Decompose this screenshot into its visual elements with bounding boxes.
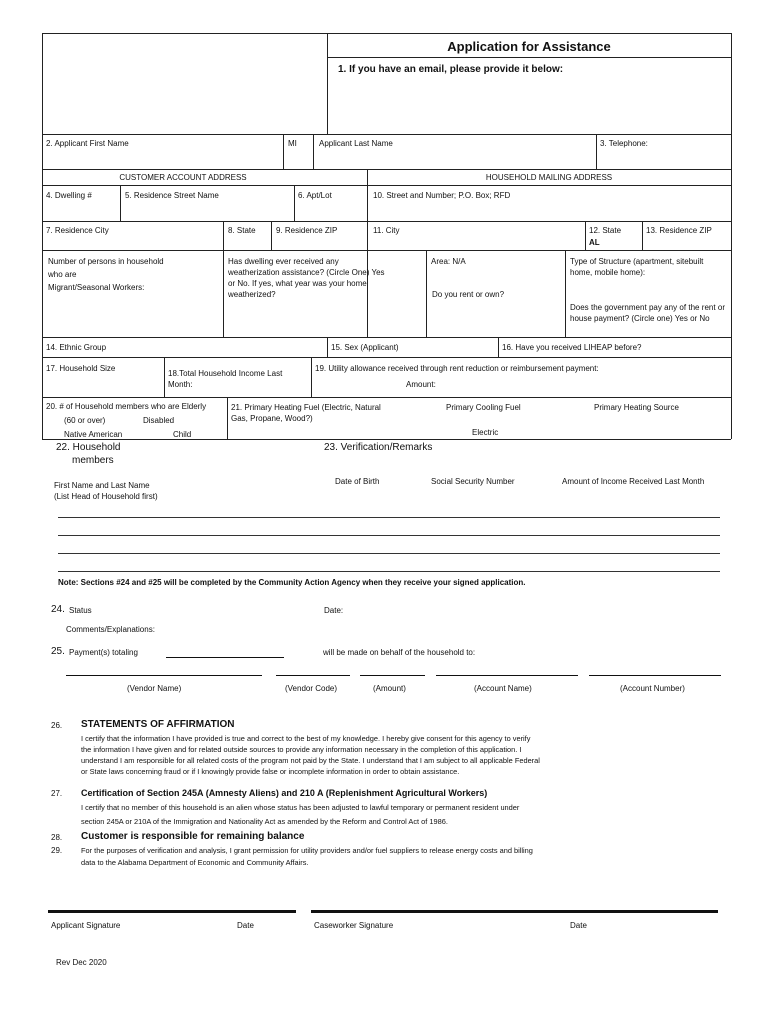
statement-29-line: data to the Alabama Department of Economic and Community Affairs.: [81, 858, 309, 867]
status-number: 24.: [51, 604, 65, 615]
member-entry-line[interactable]: [58, 535, 720, 536]
mailing-state-value: AL: [589, 238, 600, 247]
amount-caption: (Amount): [373, 684, 406, 693]
vendor-name-caption: (Vendor Name): [127, 684, 182, 693]
persons-label-line2: who are: [48, 270, 77, 279]
statement-28-number: 28.: [51, 833, 63, 842]
statement-26-line: the information I have given and for related outside sources to provide any information necessary in the completion of this application. I: [81, 745, 522, 754]
applicant-signature-label: Applicant Signature: [51, 921, 121, 930]
account-name-caption: (Account Name): [474, 684, 532, 693]
payment-number: 25.: [51, 646, 65, 657]
structure-line1: Type of Structure (apartment, sitebuilt: [570, 257, 704, 266]
statement-27-line: I certify that no member of this household is an alien whose status has been adjusted to lawful temporary or permanent resident under: [81, 803, 520, 812]
col-income: Amount of Income Received Last Month: [562, 477, 705, 486]
statement-26-number: 26.: [51, 721, 63, 730]
heating-fuel-line1: 21. Primary Heating Fuel (Electric, Natural: [231, 403, 381, 412]
area-label: Area: N/A: [431, 257, 466, 266]
native-american-label: Native American: [64, 430, 123, 439]
total-income-line2: Month:: [168, 380, 193, 389]
statement-29-number: 29.: [51, 846, 63, 855]
statement-26-line: I certify that the information I have provided is true and correct to the best of my knowledge. I hereby give consent for this agency to verify: [81, 734, 531, 743]
persons-label-line3: Migrant/Seasonal Workers:: [48, 283, 145, 292]
residence-street-label: 5. Residence Street Name: [125, 191, 219, 200]
members-count-line1: 20. # of Household members who are Elderly: [46, 402, 207, 411]
status-label: Status: [69, 606, 92, 615]
child-label: Child: [173, 430, 192, 439]
account-number-line[interactable]: [589, 675, 721, 676]
weatherization-line2: weatherization assistance? (Circle One) Yes: [228, 268, 385, 277]
elderly-label: (60 or over): [64, 416, 106, 425]
persons-label-line1: Number of persons in household: [48, 257, 164, 266]
payment-behalf-label: will be made on behalf of the household to:: [323, 648, 476, 657]
col-name-line2: (List Head of Household first): [54, 492, 158, 501]
weatherization-line4: weatherized?: [228, 290, 276, 299]
caseworker-signature-line[interactable]: [311, 910, 718, 913]
payment-amount-line[interactable]: [166, 657, 284, 658]
statement-27-line: section 245A or 210A of the Immigration and Nationality Act as amended by the Reform and Control Act of 1986.: [81, 817, 448, 826]
mailing-zip-label: 13. Residence ZIP: [646, 226, 712, 235]
heating-fuel-line2: Gas, Propane, Wood?): [231, 414, 313, 423]
applicant-last-name-label: Applicant Last Name: [319, 139, 393, 148]
government-pay-question: Does the government pay any of the rent or house payment? (Circle one) Yes or No: [570, 303, 725, 323]
amount-line[interactable]: [360, 675, 425, 676]
col-ssn: Social Security Number: [431, 477, 515, 486]
col-date-of-birth: Date of Birth: [335, 477, 380, 486]
account-name-line[interactable]: [436, 675, 578, 676]
vendor-name-line[interactable]: [66, 675, 262, 676]
utility-amount-label: Amount:: [406, 380, 436, 389]
applicant-signature-line[interactable]: [48, 910, 296, 913]
telephone-label: 3. Telephone:: [600, 139, 648, 148]
customer-account-address-heading: CUSTOMER ACCOUNT ADDRESS: [119, 173, 247, 182]
state-label: 8. State: [228, 226, 256, 235]
statement-27-number: 27.: [51, 789, 63, 798]
disabled-label: Disabled: [143, 416, 175, 425]
form-title: Application for Assistance: [447, 39, 611, 54]
member-entry-line[interactable]: [58, 571, 720, 572]
account-number-caption: (Account Number): [620, 684, 685, 693]
mailing-street-label: 10. Street and Number; P.O. Box; RFD: [373, 191, 511, 200]
weatherization-line1: Has dwelling ever received any: [228, 257, 339, 266]
total-income-line1: 18.Total Household Income Last: [168, 369, 283, 378]
statement-26-line: or State laws concerning fraud or if I knowingly provide false or incomplete information in order to obtain assistance.: [81, 767, 460, 776]
household-members-heading-line1: 22. Household: [56, 442, 121, 453]
member-entry-line[interactable]: [58, 517, 720, 518]
vendor-code-line[interactable]: [276, 675, 350, 676]
residence-zip-label: 9. Residence ZIP: [276, 226, 338, 235]
email-question: 1. If you have an email, please provide it below:: [338, 64, 564, 75]
ethnic-group-label: 14. Ethnic Group: [46, 343, 107, 352]
status-date-label: Date:: [324, 606, 344, 615]
caseworker-signature-label: Caseworker Signature: [314, 921, 394, 930]
comments-label: Comments/Explanations:: [66, 625, 155, 634]
applicant-date-label: Date: [237, 921, 254, 930]
mailing-city-label: 11. City: [373, 226, 400, 235]
sex-label: 15. Sex (Applicant): [331, 343, 399, 352]
weatherization-line3: or No. If yes, what year was your home: [228, 279, 367, 288]
cooling-fuel-label: Primary Cooling Fuel: [446, 403, 521, 412]
statement-26-line: understand I am responsible for all related costs of the program not paid by the State. I understand that I am subject to all applicable Federal: [81, 756, 540, 765]
dwelling-label: 4. Dwelling #: [46, 191, 92, 200]
member-entry-line[interactable]: [58, 553, 720, 554]
statement-28-title: Customer is responsible for remaining balance: [81, 831, 305, 842]
caseworker-date-label: Date: [570, 921, 587, 930]
statement-26-title: STATEMENTS OF AFFIRMATION: [81, 719, 235, 730]
agency-note: Note: Sections #24 and #25 will be completed by the Community Action Agency when they receive your signed application.: [58, 578, 526, 587]
col-name-line1: First Name and Last Name: [54, 481, 150, 490]
household-mailing-address-heading: HOUSEHOLD MAILING ADDRESS: [485, 173, 613, 182]
verification-remarks-heading: 23. Verification/Remarks: [324, 442, 433, 453]
household-size-label: 17. Household Size: [46, 364, 116, 373]
statement-27-title: Certification of Section 245A (Amnesty Aliens) and 210 A (Replenishment Agricultural Workers): [81, 788, 488, 798]
residence-city-label: 7. Residence City: [46, 226, 109, 235]
applicant-first-name-label: 2. Applicant First Name: [46, 139, 129, 148]
mailing-state-label: 12. State: [589, 226, 622, 235]
structure-line2: home, mobile home):: [570, 268, 646, 277]
cooling-fuel-value: Electric: [472, 428, 499, 437]
vendor-code-caption: (Vendor Code): [285, 684, 338, 693]
heating-source-label: Primary Heating Source: [594, 403, 679, 412]
payment-totaling-label: Payment(s) totaling: [69, 648, 138, 657]
mi-label: MI: [288, 139, 297, 148]
rent-own-label: Do you rent or own?: [432, 290, 505, 299]
apt-lot-label: 6. Apt/Lot: [298, 191, 332, 200]
email-field[interactable]: [328, 80, 730, 133]
household-members-heading-line2: members: [72, 455, 114, 466]
statement-29-line: For the purposes of verification and analysis, I grant permission for utility providers and/or fuel suppliers to release energy costs and billing: [81, 846, 533, 855]
revision-label: Rev Dec 2020: [56, 958, 107, 967]
utility-allowance-label: 19. Utility allowance received through rent reduction or reimbursement payment:: [315, 364, 599, 373]
liheap-label: 16. Have you received LIHEAP before?: [502, 343, 642, 352]
